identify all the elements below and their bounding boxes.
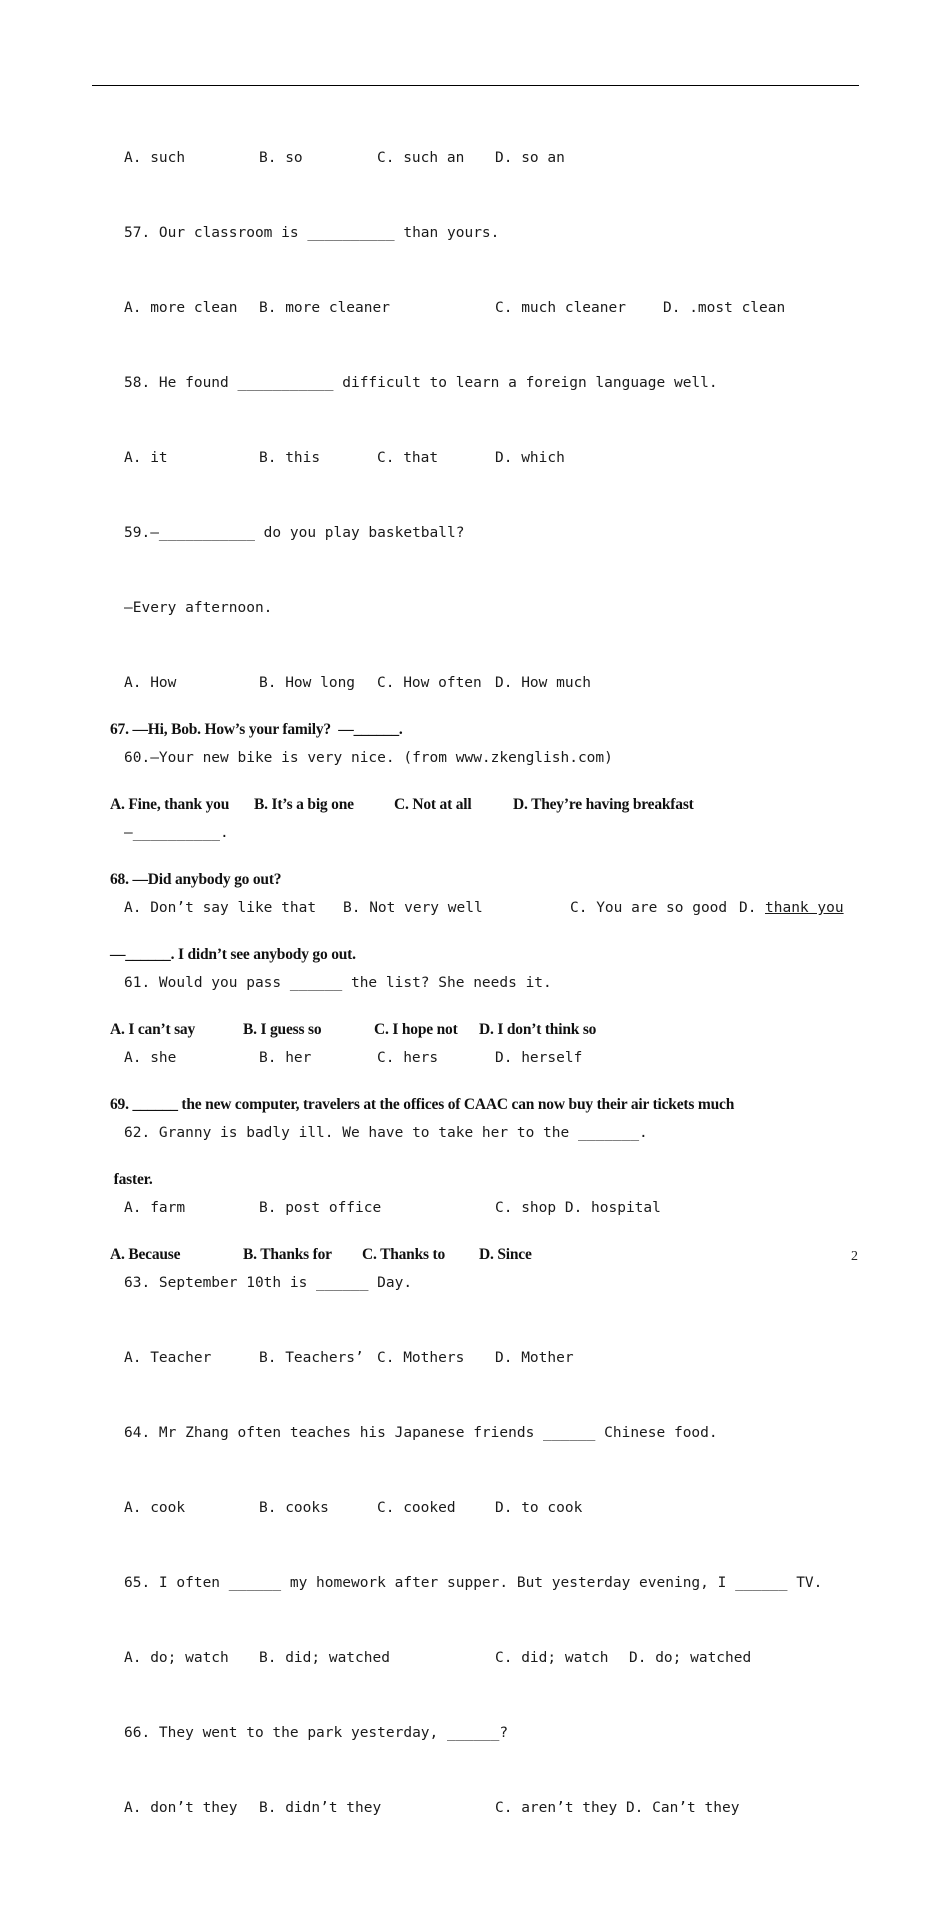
option: C. such an [377, 150, 465, 166]
option: B. Not very well [343, 900, 483, 916]
option: B. didn’t they [259, 1800, 382, 1816]
option: D. Mother [495, 1350, 574, 1366]
q64-stem: 64. Mr Zhang often teaches his Japanese friends ______ Chinese food. [124, 1425, 718, 1441]
option: B. her [259, 1050, 312, 1066]
option: D. Since [479, 1246, 532, 1263]
option: D. How much [495, 675, 592, 691]
option: B. It’s a big one [254, 796, 354, 813]
option: B. Teachers’ [259, 1350, 364, 1366]
option: C. shop D. hospital [495, 1200, 661, 1216]
option: A. cook [124, 1500, 186, 1516]
option: A. How [124, 675, 177, 691]
q66-options [124, 1796, 822, 1821]
q68-options [110, 1017, 734, 1042]
q59-stem: 59.—___________ do you play basketball? [124, 525, 465, 541]
option: D. do; watched [629, 1650, 752, 1666]
option: B. this [259, 450, 321, 466]
option: C. You are so good [570, 900, 728, 916]
serif-question-block [110, 667, 734, 1317]
q69-stem-cont: faster. [110, 1171, 153, 1188]
option: A. Fine, thank you [110, 796, 230, 813]
option: B. Thanks for [243, 1246, 332, 1263]
option: B. so [259, 150, 303, 166]
option: C. How often [377, 675, 482, 691]
option: C. hers [377, 1050, 439, 1066]
header-rule [92, 85, 859, 86]
option: A. she [124, 1050, 177, 1066]
option: A. it [124, 450, 168, 466]
option: D. to cook [495, 1500, 583, 1516]
q65-stem: 65. I often ______ my homework after supper. But yesterday evening, I ______ TV. [124, 1575, 823, 1591]
q61-stem: 61. Would you pass ______ the list? She needs it. [124, 975, 552, 991]
q58-options [124, 446, 822, 471]
option: B. more cleaner [259, 300, 390, 316]
option: A. don’t they [124, 1800, 238, 1816]
option: D. [739, 900, 757, 916]
q60-reply: —__________. [124, 825, 229, 841]
option: A. Teacher [124, 1350, 212, 1366]
q65-options [124, 1646, 822, 1671]
option: C. that [377, 450, 439, 466]
option: B. I guess so [243, 1021, 322, 1038]
q63-options [124, 1346, 822, 1371]
page-number: 2 [851, 1249, 858, 1264]
q56-options [124, 146, 822, 171]
option: C. I hope not [374, 1021, 458, 1038]
q67-options [110, 792, 734, 817]
option-underlined: thank you [765, 900, 844, 916]
q68-reply: —______. I didn’t see anybody go out. [110, 946, 356, 963]
option: D. herself [495, 1050, 583, 1066]
option: C. aren’t they D. Can’t they [495, 1800, 740, 1816]
option: C. much cleaner [495, 300, 626, 316]
option: B. cooks [259, 1500, 329, 1516]
option: B. How long [259, 675, 356, 691]
q67-stem: 67. —Hi, Bob. How’s your family? —______. [110, 721, 403, 738]
option: C. did; watch [495, 1650, 609, 1666]
q69-stem: 69. ______ the new computer, travelers at the offices of CAAC can now buy their air tickets much [110, 1096, 735, 1113]
option: A. I can’t say [110, 1021, 196, 1038]
option: D. so an [495, 150, 565, 166]
option: A. more clean [124, 300, 238, 316]
option: A. such [124, 150, 186, 166]
q59-reply: —Every afternoon. [124, 600, 273, 616]
option: B. did; watched [259, 1650, 390, 1666]
q68-stem: 68. —Did anybody go out? [110, 871, 282, 888]
option: A. do; watch [124, 1650, 229, 1666]
q66-stem: 66. They went to the park yesterday, ______? [124, 1725, 509, 1741]
option: A. Don’t say like that [124, 900, 317, 916]
option: A. farm [124, 1200, 186, 1216]
q63-stem: 63. September 10th is ______ Day. [124, 1275, 413, 1291]
q62-stem: 62. Granny is badly ill. We have to take her to the _______. [124, 1125, 648, 1141]
q57-stem: 57. Our classroom is __________ than yours. [124, 225, 500, 241]
option: C. cooked [377, 1500, 456, 1516]
option: D. I don’t think so [479, 1021, 597, 1038]
q60-stem: 60.—Your new bike is very nice. (from www.zkenglish.com) [124, 750, 613, 766]
option: C. Thanks to [362, 1246, 446, 1263]
q64-options [124, 1496, 822, 1521]
option: B. post office [259, 1200, 382, 1216]
option: D. .most clean [663, 300, 786, 316]
option: A. Because [110, 1246, 181, 1263]
q69-options [110, 1242, 734, 1267]
option: C. Mothers [377, 1350, 465, 1366]
option: C. Not at all [394, 796, 472, 813]
option: D. which [495, 450, 565, 466]
option: D. They’re having breakfast [513, 796, 694, 813]
q57-options [124, 296, 822, 321]
q58-stem: 58. He found ___________ difficult to learn a foreign language well. [124, 375, 718, 391]
